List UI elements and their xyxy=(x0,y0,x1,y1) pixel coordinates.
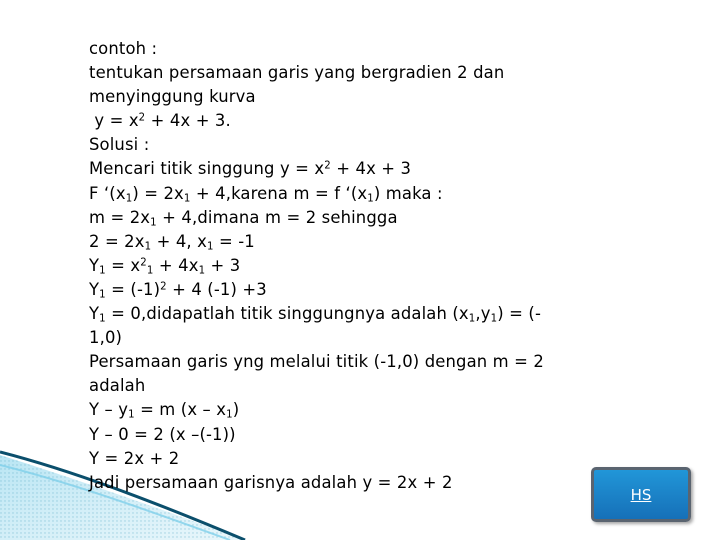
text-segment: + 4 (-1) +3 xyxy=(166,279,267,299)
text-line xyxy=(89,350,649,374)
superscript: 2 xyxy=(140,257,147,269)
text-segment: 2 = 2x xyxy=(89,231,145,251)
text-segment: + 4,dimana m = 2 sehingga xyxy=(156,207,398,227)
text-segment: + 3 xyxy=(205,255,241,275)
text-segment: adalah xyxy=(89,376,146,396)
text-segment: Y – 0 = 2 (x –(-1)) xyxy=(89,424,236,444)
subscript: 1 xyxy=(99,265,106,277)
text-segment: Solusi : xyxy=(89,135,150,155)
subscript: 1 xyxy=(367,193,374,205)
superscript: 2 xyxy=(138,112,146,124)
text-segment: = m (x – x xyxy=(134,400,227,420)
text-segment: ,y xyxy=(475,304,491,324)
text-segment: + 4x + 3. xyxy=(145,111,231,131)
text-line xyxy=(89,326,649,350)
text-segment: Y – y xyxy=(89,400,129,420)
text-line xyxy=(89,61,649,85)
subscript: 1 xyxy=(490,313,498,325)
text-segment: Mencari titik singgung y = x xyxy=(89,159,325,179)
subscript: 1 xyxy=(128,409,135,421)
text-segment: Y xyxy=(89,304,100,324)
text-line xyxy=(89,447,649,471)
text-segment: m = 2x xyxy=(89,207,151,227)
text-line xyxy=(89,133,649,157)
text-line xyxy=(89,254,649,278)
subscript: 1 xyxy=(468,313,476,325)
subscript: 1 xyxy=(207,241,214,253)
text-segment: + 4,karena m = f ‘(x xyxy=(190,183,368,203)
text-segment: tentukan persamaan garis yang bergradien 2 dan xyxy=(89,63,505,83)
subscript: 1 xyxy=(125,193,133,205)
text-segment: 1,0) xyxy=(89,328,123,348)
text-line xyxy=(89,374,649,398)
superscript: 2 xyxy=(324,160,331,172)
text-segment: ) = 2x xyxy=(132,183,184,203)
text-segment: contoh : xyxy=(89,39,158,58)
text-segment: y = x xyxy=(89,111,139,131)
subscript: 1 xyxy=(146,265,154,277)
text-line xyxy=(89,471,649,495)
text-segment: menyinggung kurva xyxy=(89,87,256,107)
text-segment: = 0,didapatlah titik singgungnya adalah (x xyxy=(105,304,469,324)
text-segment: = x xyxy=(105,255,141,275)
text-line xyxy=(89,398,649,422)
hs-nav-button[interactable] xyxy=(591,467,691,522)
text-segment: Persamaan garis yng melalui titik (-1,0) dengan m = 2 xyxy=(89,352,544,372)
text-line xyxy=(89,109,649,133)
text-line xyxy=(89,302,649,326)
text-segment: ) = (- xyxy=(497,304,542,324)
text-line xyxy=(89,278,649,302)
subscript: 1 xyxy=(99,313,106,325)
superscript: 2 xyxy=(160,281,167,293)
subscript: 1 xyxy=(99,289,106,301)
text-segment: F ‘(x xyxy=(89,183,126,203)
text-line xyxy=(89,423,649,447)
text-line xyxy=(89,230,649,254)
subscript: 1 xyxy=(226,409,233,421)
hs-button-label: HS xyxy=(630,485,652,504)
subscript: 1 xyxy=(150,217,157,229)
text-line xyxy=(89,182,649,206)
text-segment: Y = 2x + 2 xyxy=(89,448,180,468)
text-segment: Y xyxy=(89,255,100,275)
text-segment: + 4, x xyxy=(151,231,208,251)
subscript: 1 xyxy=(183,193,191,205)
text-line xyxy=(89,157,649,181)
text-line xyxy=(89,85,649,109)
text-segment: + 4x xyxy=(153,255,199,275)
slide-text-body xyxy=(89,37,649,495)
text-segment: = -1 xyxy=(213,231,255,251)
subscript: 1 xyxy=(198,265,206,277)
text-segment: + 4x + 3 xyxy=(330,159,412,179)
text-segment: Jadi persamaan garisnya adalah y = 2x + 2 xyxy=(89,472,453,492)
text-line xyxy=(89,206,649,230)
text-segment: Y xyxy=(89,279,100,299)
text-segment: = (-1) xyxy=(105,279,161,299)
subscript: 1 xyxy=(144,241,152,253)
text-segment: ) xyxy=(232,400,240,420)
text-line xyxy=(89,37,649,61)
text-segment: ) maka : xyxy=(373,183,443,203)
